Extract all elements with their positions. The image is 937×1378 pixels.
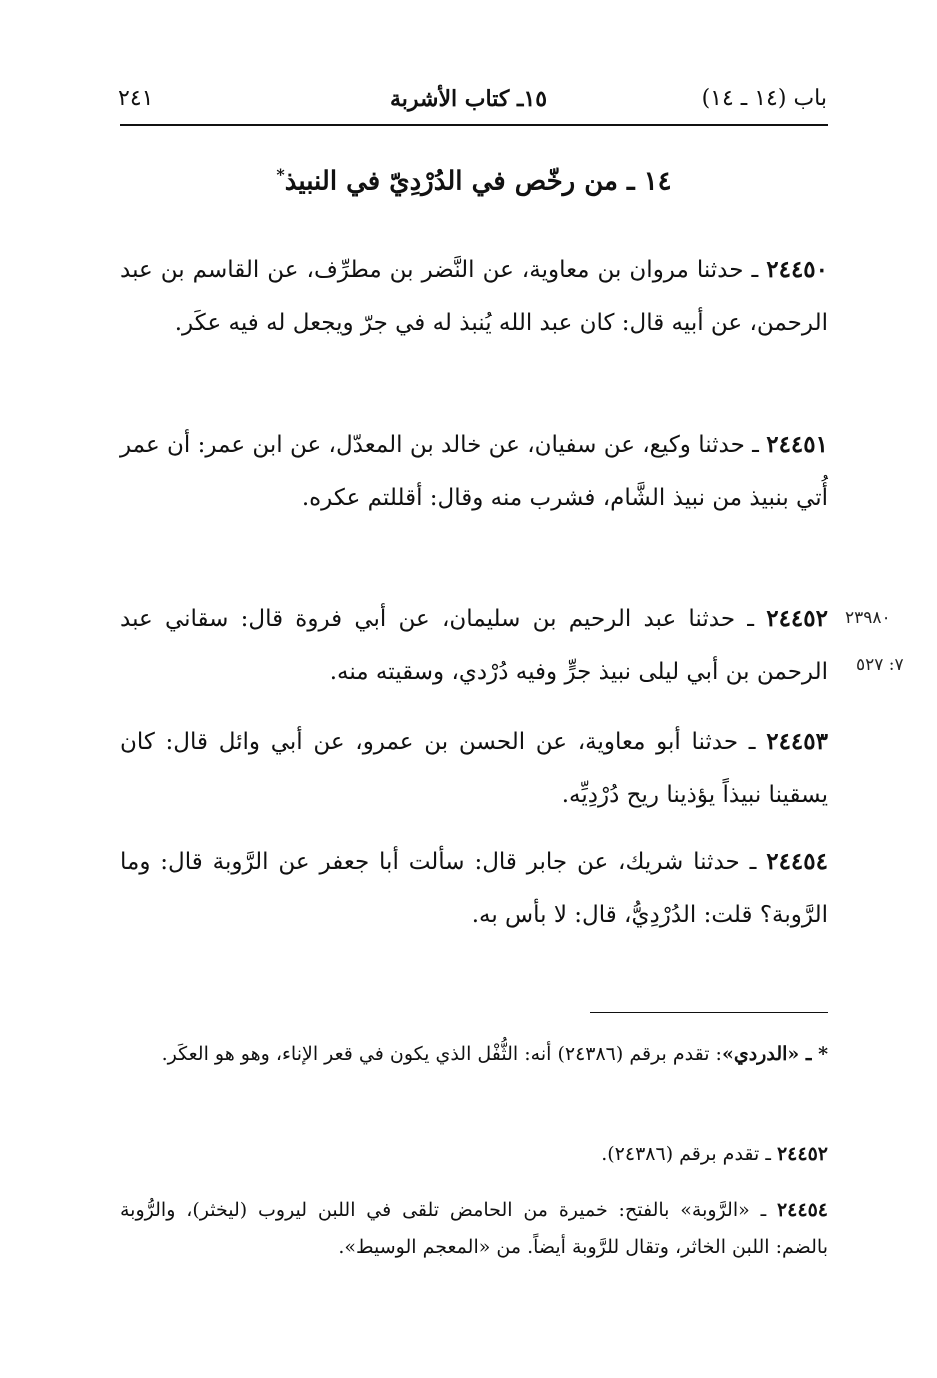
footnote-separator bbox=[590, 1012, 828, 1013]
footnote-1 bbox=[120, 1036, 828, 1073]
hadith-24450 bbox=[120, 243, 828, 350]
hadith-text: ـ حدثنا أبو معاوية، عن الحسن بن عمرو، عن أبي وائل قال: كان يسقينا نبيذاً يؤذينا ريح دُرْدِيِّه. bbox=[120, 729, 828, 808]
hadith-text: ـ حدثنا عبد الرحيم بن سليمان، عن أبي فروة قال: سقاني عبد الرحمن بن أبي ليلى نبيذ جرٍّ وفيه دُرْدي، وسقيته منه. bbox=[120, 606, 828, 685]
footnote-lead: ٢٤٤٥٤ bbox=[776, 1199, 828, 1221]
hadith-number: ٢٤٤٥٤ bbox=[766, 848, 828, 875]
hadith-text: ـ حدثنا مروان بن معاوية، عن النَّضر بن مطرِّف، عن القاسم بن عبد الرحمن، عن أبيه قال: كان عبد الله يُنبذ له في جرّ ويجعل له فيه عكَر. bbox=[120, 257, 828, 336]
hadith-24451 bbox=[120, 418, 828, 525]
section-title bbox=[120, 165, 828, 197]
footnote-text: ـ تقدم برقم (٢٤٣٨٦). bbox=[601, 1143, 777, 1165]
section-title-text: ١٤ ـ من رخّص في الدُرْدِيّ في النبيذ bbox=[284, 166, 672, 197]
hadith-text: ـ حدثنا وكيع، عن سفيان، عن خالد بن المعدّل، عن ابن عمر: أن عمر أُتي بنبيذ من نبيذ الشَّام، فشرب منه وقال: أقللتم عكره. bbox=[119, 432, 828, 511]
hadith-text: ـ حدثنا شريك، عن جابر قال: سألت أبا جعفر عن الرَّوبة قال: وما الرَّوبة؟ قلت: الدُرْدِيُّ، قال: لا بأس به. bbox=[120, 849, 828, 928]
footnote-3 bbox=[120, 1192, 828, 1266]
section-title-footnote-mark: * bbox=[276, 165, 285, 184]
hadith-number: ٢٤٤٥١ bbox=[766, 431, 828, 458]
header-rule bbox=[120, 124, 828, 126]
hadith-number: ٢٤٤٥٠ bbox=[766, 256, 829, 283]
footnote-text: : تقدم برقم (٢٤٣٨٦) أنه: الثُّفْل الذي يكون في قعر الإناء، وهو هو العكَر. bbox=[161, 1043, 722, 1065]
hadith-24454 bbox=[120, 835, 828, 942]
running-header-book: ١٥ـ كتاب الأشربة bbox=[390, 86, 548, 112]
margin-ref-2: ٧: ٥٢٧ bbox=[856, 655, 904, 675]
margin-ref-1: ٢٣٩٨٠ bbox=[845, 608, 891, 628]
hadith-number: ٢٤٤٥٣ bbox=[766, 728, 828, 755]
hadith-24453 bbox=[120, 715, 828, 822]
hadith-24452 bbox=[120, 592, 828, 699]
footnote-text: ـ «الرَّوبة» بالفتح: خميرة من الحامض تلقى في اللبن ليروب (ليخثر)، والرُّوبة بالضم: اللبن الخاثر، وتقال للرَّوبة أيضاً. من «المعجم الوسيط». bbox=[120, 1199, 828, 1258]
page-number: ٢٤١ bbox=[118, 86, 154, 111]
running-header-chapter: باب (١٤ ـ ١٤) bbox=[701, 86, 827, 111]
footnote-lead: * ـ «الدردي» bbox=[721, 1043, 828, 1065]
hadith-number: ٢٤٤٥٢ bbox=[766, 605, 828, 632]
footnote-2 bbox=[120, 1136, 828, 1173]
footnote-lead: ٢٤٤٥٢ bbox=[776, 1143, 828, 1165]
